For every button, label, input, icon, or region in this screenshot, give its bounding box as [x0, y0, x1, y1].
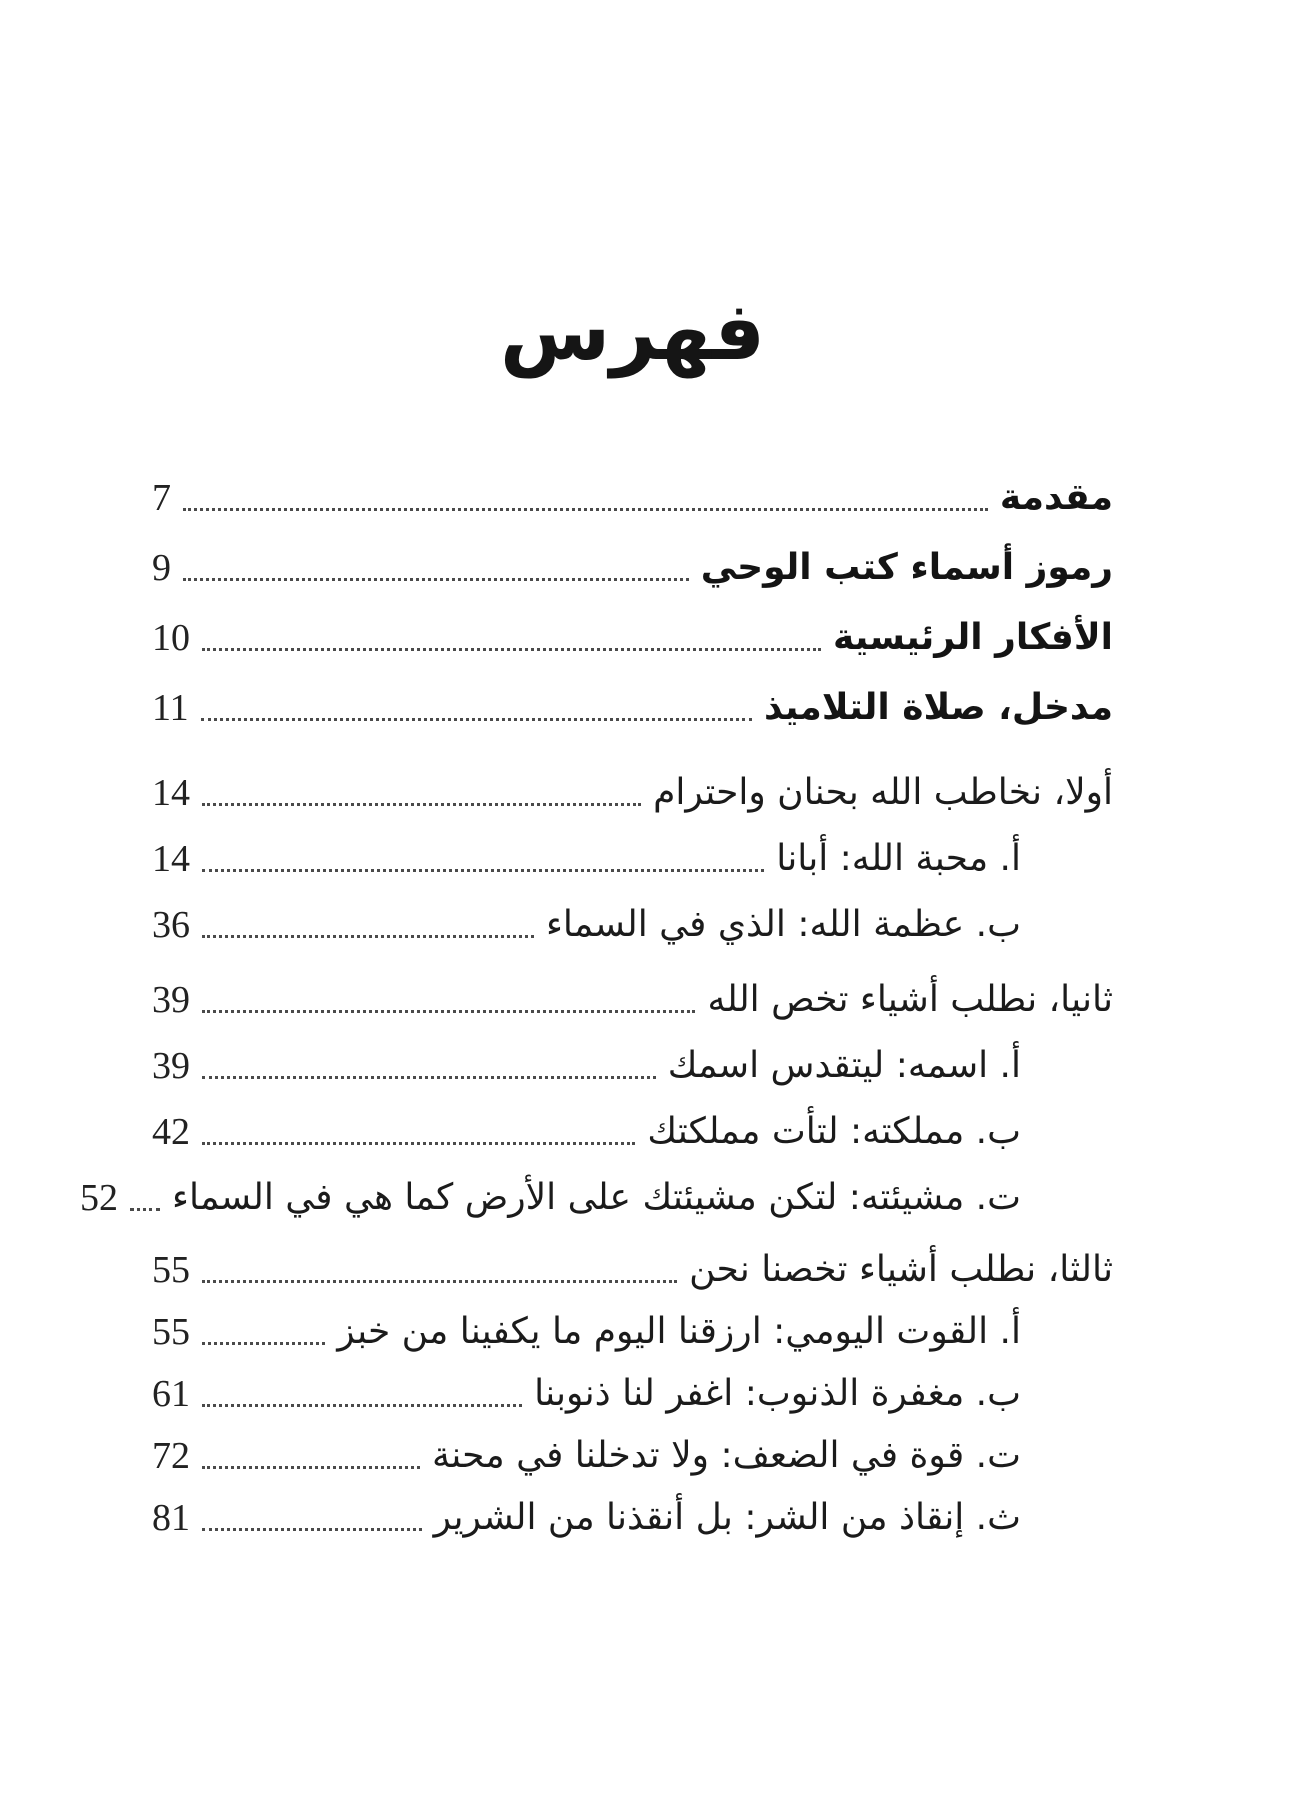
toc-entry-title: ب. مملكته: لتأت مملكتك: [647, 1111, 1021, 1152]
toc-entry-page: 39: [152, 979, 190, 1021]
dot-leader: [201, 718, 752, 721]
toc-entry: [152, 895, 1113, 945]
toc-entry-title: مدخل، صلاة التلاميذ: [764, 687, 1113, 728]
dot-leader: [202, 935, 534, 938]
toc-entry: [152, 763, 1113, 813]
toc-entry-title: ب. عظمة الله: الذي في السماء: [545, 904, 1021, 945]
toc-entry-page: 11: [152, 687, 189, 729]
toc-entry: [152, 538, 1113, 588]
toc-entry: [152, 1036, 1113, 1086]
toc-entry: [152, 1488, 1113, 1538]
toc-entry: [152, 678, 1113, 728]
dot-leader: [130, 1208, 160, 1211]
toc-entry-page: 39: [152, 1045, 190, 1087]
toc-entry-page: 14: [152, 772, 190, 814]
dot-leader: [202, 648, 821, 651]
toc-entry-page: 42: [152, 1111, 190, 1153]
dot-leader: [183, 578, 689, 581]
toc-entry-title: الأفكار الرئيسية: [832, 617, 1113, 658]
dot-leader: [202, 1010, 695, 1013]
toc-entry-page: 81: [152, 1497, 190, 1539]
toc-entry-title: ثالثا، نطلب أشياء تخصنا نحن: [689, 1249, 1113, 1290]
toc-title: فهرس: [499, 285, 766, 378]
toc-entry-page: 52: [80, 1177, 119, 1219]
toc-entry: [152, 1302, 1113, 1352]
toc-entry-page: 55: [152, 1249, 190, 1291]
toc-entry-title: ث. إنقاذ من الشر: بل أنقذنا من الشرير: [433, 1497, 1021, 1538]
dot-leader: [202, 1076, 656, 1079]
toc-entry-title: ت. مشيئته: لتكن مشيئتك على الأرض كما هي في السماء: [172, 1177, 1021, 1218]
toc-entry-page: 72: [152, 1435, 190, 1477]
dot-leader: [202, 803, 641, 806]
toc-entry: [152, 1426, 1113, 1476]
dot-leader: [202, 1528, 422, 1531]
toc-entry: [152, 1102, 1113, 1152]
toc-entry: [152, 1240, 1113, 1290]
toc-entry-title: أولا، نخاطب الله بحنان واحترام: [653, 772, 1113, 813]
dot-leader: [202, 1466, 420, 1469]
table-of-contents: [80, 468, 1113, 1539]
toc-entry: [152, 468, 1113, 518]
dot-leader: [202, 1280, 677, 1283]
toc-entry-title: ت. قوة في الضعف: ولا تدخلنا في محنة: [431, 1435, 1021, 1476]
dot-leader: [202, 869, 764, 872]
dot-leader: [183, 508, 988, 511]
toc-entry: [152, 608, 1113, 658]
toc-entry: [152, 1364, 1113, 1414]
toc-entry-page: 10: [152, 617, 190, 659]
toc-entry-title: ثانيا، نطلب أشياء تخص الله: [707, 979, 1113, 1020]
toc-entry-page: 55: [152, 1311, 190, 1353]
toc-entry-page: 14: [152, 838, 190, 880]
toc-entry-page: 9: [152, 547, 171, 589]
toc-entry-title: رموز أسماء كتب الوحي: [700, 547, 1113, 588]
dot-leader: [202, 1142, 635, 1145]
toc-entry: [80, 1168, 1113, 1219]
dot-leader: [202, 1404, 522, 1407]
toc-entry: [152, 829, 1113, 879]
toc-entry-title: أ. القوت اليومي: ارزقنا اليوم ما يكفينا من خبز: [337, 1311, 1021, 1352]
toc-entry-page: 61: [152, 1373, 190, 1415]
toc-entry-title: ب. مغفرة الذنوب: اغفر لنا ذنوبنا: [534, 1373, 1021, 1414]
toc-entry: [152, 970, 1113, 1020]
toc-entry-page: 7: [152, 477, 171, 519]
dot-leader: [202, 1342, 325, 1345]
toc-entry-title: مقدمة: [999, 477, 1113, 518]
toc-entry-title: أ. محبة الله: أبانا: [776, 838, 1021, 879]
toc-entry-page: 36: [152, 904, 190, 946]
toc-entry-title: أ. اسمه: ليتقدس اسمك: [667, 1045, 1021, 1086]
